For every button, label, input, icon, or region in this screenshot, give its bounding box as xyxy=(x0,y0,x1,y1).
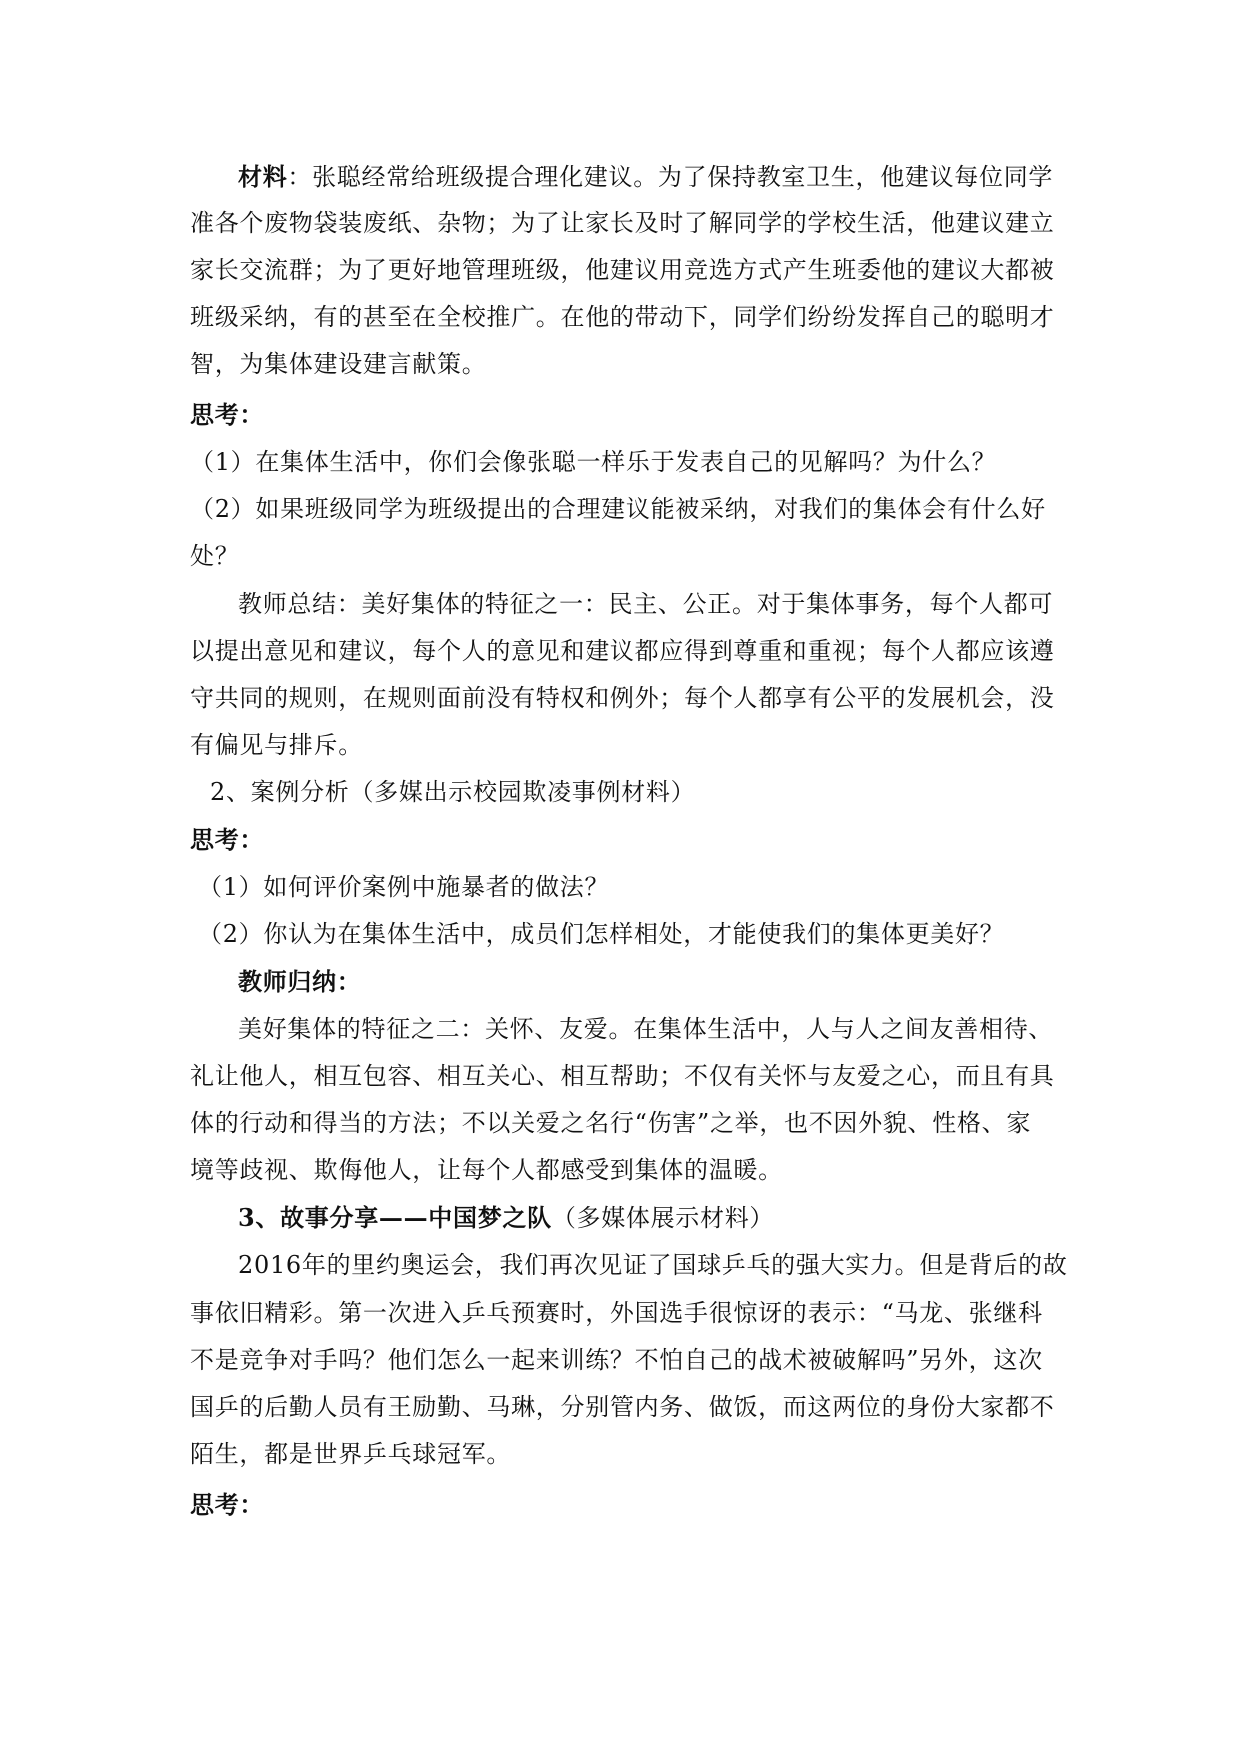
think-label-2: 思考： xyxy=(190,825,265,854)
question-1-2: （2）如果班级同学为班级提出的合理建议能被采纳，对我们的集体会有什么好 xyxy=(190,495,1046,523)
question-2-1: （1）如何评价案例中施暴者的做法？ xyxy=(198,873,610,901)
material-line-4: 班级采纳，有的甚至在全校推广。在他的带动下，同学们纷纷发挥自己的聪明才 xyxy=(190,303,1055,331)
material-line-1 xyxy=(238,162,1053,192)
story-line-2: 事依旧精彩。第一次进入乒乓预赛时，外国选手很惊讶的表示：“马龙、张继科 xyxy=(190,1299,1043,1327)
material-text-1: 张聪经常给班级提合理化建议。为了保持教室卫生，他建议每位同学 xyxy=(312,163,1054,191)
summary-line-3: 守共同的规则，在规则面前没有特权和例外；每个人都享有公平的发展机会，没 xyxy=(190,684,1055,712)
material-label: 材料 xyxy=(238,162,288,191)
summary-line-4: 有偏见与排斥。 xyxy=(190,731,363,759)
section3-heading-bold: 3、故事分享——中国梦之队 xyxy=(238,1203,552,1232)
conclusion-line-3: 体的行动和得当的方法；不以关爱之名行“伤害”之举，也不因外貌、性格、家 xyxy=(190,1109,1032,1137)
material-line-2: 准各个废物袋装废纸、杂物；为了让家长及时了解同学的学校生活，他建议建立 xyxy=(190,209,1055,237)
question-1-2-cont: 处？ xyxy=(190,542,240,570)
question-2-2: （2）你认为在集体生活中，成员们怎样相处，才能使我们的集体更美好？ xyxy=(198,920,1005,948)
conclusion-line-2: 礼让他人，相互包容、相互关心、相互帮助；不仅有关怀与友爱之心，而且有具 xyxy=(190,1062,1055,1090)
material-colon: ： xyxy=(287,163,313,191)
think-label-3: 思考： xyxy=(190,1490,265,1519)
material-line-3: 家长交流群；为了更好地管理班级，他建议用竞选方式产生班委他的建议大都被 xyxy=(190,256,1055,284)
story-line-5: 陌生，都是世界乒乓球冠军。 xyxy=(190,1440,512,1468)
question-1-1: （1）在集体生活中，你们会像张聪一样乐于发表自己的见解吗？为什么？ xyxy=(190,448,997,476)
conclusion-label: 教师归纳： xyxy=(238,967,362,996)
section3-heading xyxy=(238,1203,774,1233)
story-line-3: 不是竞争对手吗？他们怎么一起来训练？不怕自己的战术被破解吗”另外，这次 xyxy=(190,1346,1043,1374)
section2-heading: 2、案例分析（多媒出示校园欺凌事例材料） xyxy=(210,778,696,806)
summary-line-2: 以提出意见和建议，每个人的意见和建议都应得到尊重和重视；每个人都应该遵 xyxy=(190,637,1055,665)
material-line-5: 智，为集体建设建言献策。 xyxy=(190,350,487,378)
story-line-1: 2016年的里约奥运会，我们再次见证了国球乒乓的强大实力。但是背后的故 xyxy=(238,1251,1068,1279)
section3-heading-rest: （多媒体展示材料） xyxy=(551,1204,775,1232)
conclusion-line-4: 境等歧视、欺侮他人，让每个人都感受到集体的温暖。 xyxy=(190,1156,783,1184)
summary-line-1: 教师总结：美好集体的特征之一：民主、公正。对于集体事务，每个人都可 xyxy=(238,590,1054,618)
think-label-1: 思考： xyxy=(190,400,265,429)
conclusion-line-1: 美好集体的特征之二：关怀、友爱。在集体生活中，人与人之间友善相待、 xyxy=(238,1015,1054,1043)
story-line-4: 国乒的后勤人员有王励勤、马琳，分别管内务、做饭，而这两位的身份大家都不 xyxy=(190,1393,1055,1421)
